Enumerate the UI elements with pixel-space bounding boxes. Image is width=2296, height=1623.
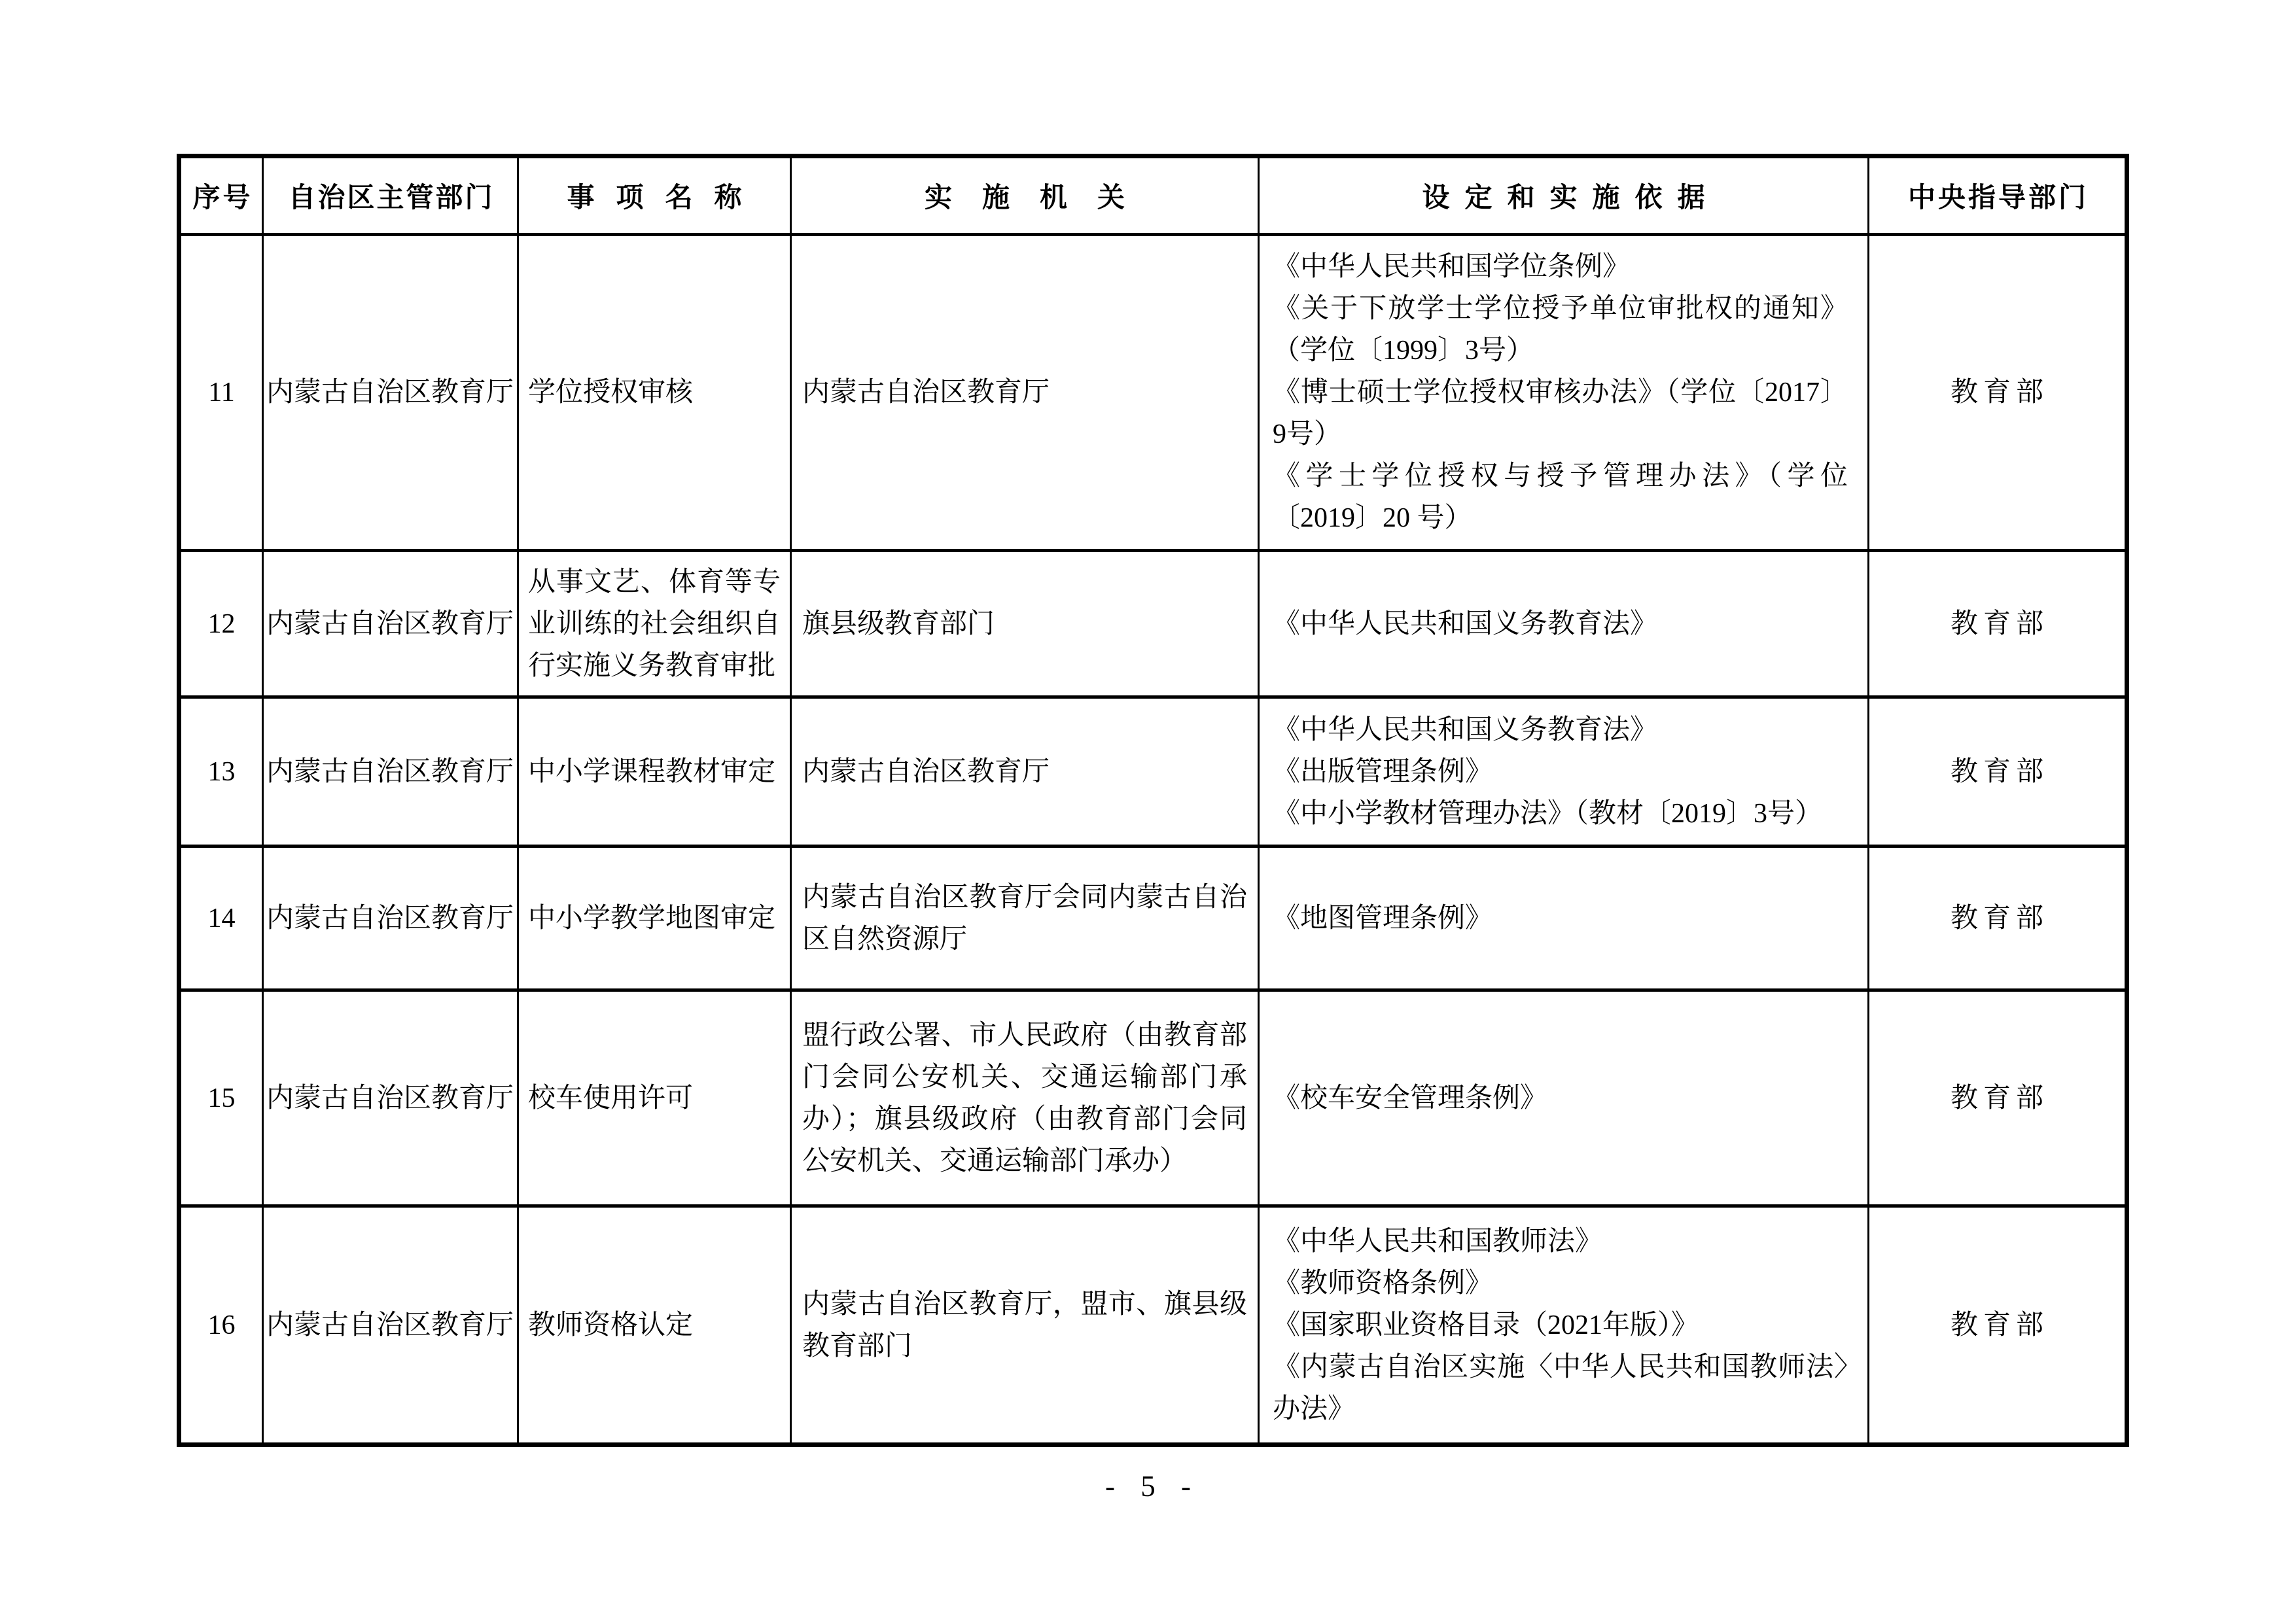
legal-basis-cell [1259, 697, 1869, 846]
region-department-cell: 内蒙古自治区教育厅 [263, 235, 518, 551]
region-department-cell: 内蒙古自治区教育厅 [263, 697, 518, 846]
header-legal-basis: 设定和实施依据 [1259, 156, 1869, 235]
item-name-cell: 教师资格认定 [518, 1206, 791, 1445]
table-row-13 [179, 697, 2127, 846]
region-department-cell: 内蒙古自治区教育厅 [263, 1206, 518, 1445]
legal-basis-entry: 《中小学教材管理办法》（教材〔2019〕3号） [1273, 798, 1823, 829]
legal-basis-cell [1259, 990, 1869, 1206]
implementing-agency-cell: 内蒙古自治区教育厅会同内蒙古自治区自然资源厅 [791, 846, 1259, 990]
region-department-cell: 内蒙古自治区教育厅 [263, 990, 518, 1206]
table-row-12 [179, 551, 2127, 697]
header-region-department: 自治区主管部门 [263, 156, 518, 235]
central-department-cell: 教育部 [1869, 697, 2127, 846]
implementing-agency-cell: 内蒙古自治区教育厅 [791, 235, 1259, 551]
serial-number-cell: 15 [179, 990, 263, 1206]
implementing-agency-cell: 内蒙古自治区教育厅，盟市、旗县级教育部门 [791, 1206, 1259, 1445]
legal-basis-entry: 《教师资格条例》 [1273, 1268, 1493, 1299]
legal-basis-entry: 《内蒙古自治区实施〈中华人民共和国教师法〉办法》 [1273, 1352, 1848, 1424]
legal-basis-entry: 《博士硕士学位授权审核办法》（学位〔2017〕9号） [1273, 377, 1848, 449]
page-number: - 5 - [1105, 1470, 1200, 1503]
item-name-cell: 从事文艺、体育等专业训练的社会组织自行实施义务教育审批 [518, 551, 791, 697]
legal-basis-entry: 《中华人民共和国义务教育法》 [1273, 714, 1658, 745]
serial-number-cell: 14 [179, 846, 263, 990]
approval-items-table [177, 154, 2129, 1447]
legal-basis-entry: 《中华人民共和国教师法》 [1273, 1226, 1603, 1257]
central-department-cell: 教育部 [1869, 990, 2127, 1206]
legal-basis-entry: 《校车安全管理条例》 [1273, 1083, 1548, 1113]
serial-number-cell: 11 [179, 235, 263, 551]
legal-basis-entry: 《关于下放学士学位授予单位审批权的通知》（学位〔1999〕3号） [1273, 294, 1848, 366]
legal-basis-entry: 《学士学位授权与授予管理办法》（学位〔2019〕20 号） [1273, 461, 1848, 533]
header-central-department: 中央指导部门 [1869, 156, 2127, 235]
header-serial-number: 序号 [179, 156, 263, 235]
table-row-15 [179, 990, 2127, 1206]
serial-number-cell: 13 [179, 697, 263, 846]
table-row-11 [179, 235, 2127, 551]
legal-basis-entry: 《中华人民共和国义务教育法》 [1273, 608, 1658, 639]
legal-basis-entry: 《出版管理条例》 [1273, 756, 1493, 787]
region-department-cell: 内蒙古自治区教育厅 [263, 551, 518, 697]
legal-basis-entry: 《地图管理条例》 [1273, 903, 1493, 934]
item-name-cell: 中小学教学地图审定 [518, 846, 791, 990]
central-department-cell: 教育部 [1869, 1206, 2127, 1445]
serial-number-cell: 12 [179, 551, 263, 697]
legal-basis-cell [1259, 551, 1869, 697]
legal-basis-cell [1259, 1206, 1869, 1445]
region-department-cell: 内蒙古自治区教育厅 [263, 846, 518, 990]
header-implementing-agency: 实施机关 [791, 156, 1259, 235]
table-row-16 [179, 1206, 2127, 1445]
item-name-cell: 中小学课程教材审定 [518, 697, 791, 846]
serial-number-cell: 16 [179, 1206, 263, 1445]
central-department-cell: 教育部 [1869, 235, 2127, 551]
table-row-14 [179, 846, 2127, 990]
item-name-cell: 校车使用许可 [518, 990, 791, 1206]
table-header-row [179, 156, 2127, 235]
legal-basis-cell [1259, 846, 1869, 990]
header-item-name: 事项名称 [518, 156, 791, 235]
legal-basis-cell [1259, 235, 1869, 551]
legal-basis-entry: 《中华人民共和国学位条例》 [1273, 252, 1631, 282]
item-name-cell: 学位授权审核 [518, 235, 791, 551]
central-department-cell: 教育部 [1869, 846, 2127, 990]
implementing-agency-cell: 内蒙古自治区教育厅 [791, 697, 1259, 846]
implementing-agency-cell: 盟行政公署、市人民政府（由教育部门会同公安机关、交通运输部门承办）；旗县级政府（由教育部门会同公安机关、交通运输部门承办） [791, 990, 1259, 1206]
legal-basis-entry: 《国家职业资格目录（2021年版）》 [1273, 1310, 1699, 1340]
central-department-cell: 教育部 [1869, 551, 2127, 697]
implementing-agency-cell: 旗县级教育部门 [791, 551, 1259, 697]
